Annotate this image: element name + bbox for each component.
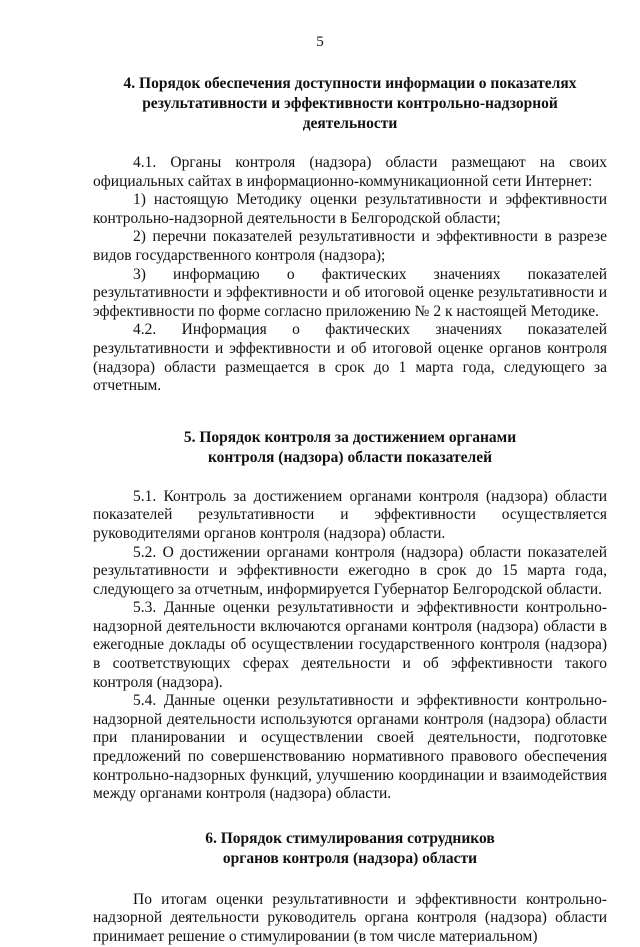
section-6-body	[93, 891, 607, 947]
section-4-title-line2: результативности и эффективности контрольно-надзорной деятельности	[142, 95, 558, 132]
section-4-title-line1: 4. Порядок обеспечения доступности информации о показателях	[123, 75, 577, 92]
section-5	[93, 428, 607, 804]
section-5-body	[93, 488, 607, 804]
section-5-heading	[93, 428, 607, 468]
section-5-title-line2: контроля (надзора) области показателей	[207, 448, 493, 466]
paragraph-6-1: По итогам оценки результативности и эффективности контрольно-надзорной деятельности руководитель органа контроля (надзора) области принимает решение о стимулировании (в том числе материальном)	[93, 890, 607, 945]
paragraph-5-1: 5.1. Контроль за достижением органами контроля (надзора) области показателей результативности и эффективности осуществляется руководителями органов контроля (надзора) области.	[93, 487, 607, 542]
section-4-body	[93, 154, 607, 396]
section-4	[93, 0, 607, 396]
section-6	[93, 829, 607, 947]
list-item-4-1-1: 1) настоящую Методику оценки результативности и эффективности контрольно-надзорной деятельности в Белгородской области;	[93, 191, 607, 227]
paragraph-4-1: 4.1. Органы контроля (надзора) области размещают на своих официальных сайтах в информационно-коммуникационной сети Интернет:	[93, 154, 607, 190]
section-5-title-line1: 5. Порядок контроля за достижением органами	[183, 428, 517, 446]
section-6-title-line2: органов контроля (надзора) области	[222, 849, 478, 867]
paragraph-5-4: 5.4. Данные оценки результативности и эффективности контрольно-надзорной деятельности используются органами контроля (надзора) области при планировании и осуществлении своей деятельности, подготовке предложений по совершенствованию нормативного правового обеспечения контрольно-надзорных функций, улучшению координации и взаимодействия между органами контроля (надзора) области.	[93, 692, 607, 803]
page-number: 5	[316, 34, 324, 50]
paragraph-4-2: 4.2. Информация о фактических значениях показателей результативности и эффективности и об итоговой оценке органов контроля (надзора) области размещается в срок до 1 марта года, следующего за отчетным.	[93, 321, 607, 395]
section-6-heading	[93, 829, 607, 869]
list-item-4-1-2: 2) перечни показателей результативности и эффективности в разрезе видов государственного контроля (надзора);	[93, 228, 607, 264]
paragraph-5-3: 5.3. Данные оценки результативности и эффективности контрольно-надзорной деятельности включаются органами контроля (надзора) области в ежегодные доклады об осуществлении государственного контроля (надзора) в соответствующих сферах деятельности и об эффективности такого контроля (надзора).	[93, 599, 607, 691]
section-6-title-line1: 6. Порядок стимулирования сотрудников	[205, 829, 495, 847]
section-4-heading	[93, 74, 607, 134]
list-item-4-1-3: 3) информацию о фактических значениях показателей результативности и эффективности и об итоговой оценке результативности и эффективности по форме согласно приложению № 2 к настоящей Методике.	[93, 265, 607, 320]
paragraph-5-2: 5.2. О достижении органами контроля (надзора) области показателей результативности и эффективности ежегодно в срок до 15 марта года, следующего за отчетным, информируется Губернатор Белгородской области.	[93, 543, 607, 598]
